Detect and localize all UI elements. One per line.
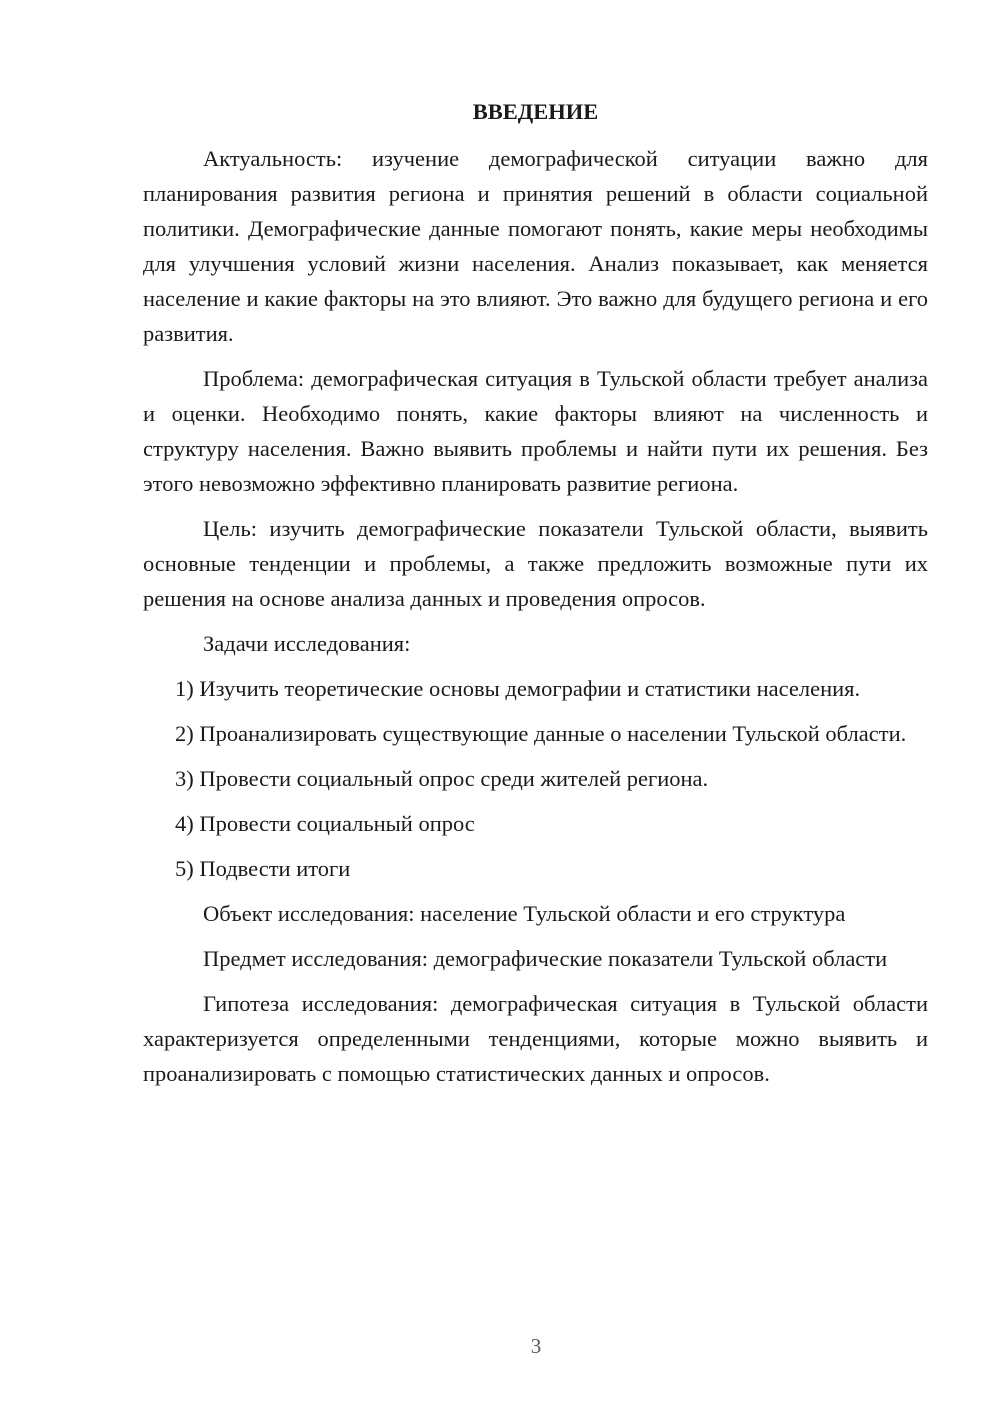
paragraph-goal: Цель: изучить демографические показатели Тульской области, выявить основные тенденции и проблемы, а также предложить возможные пути их решения на основе анализа данных и проведения опросов. [143, 516, 928, 611]
task-item-5: 5) Подвести итоги [175, 856, 351, 881]
paragraph-problem: Проблема: демографическая ситуация в Тульской области требует анализа и оценки. Необходимо понять, какие факторы влияют на численность и структуру населения. Важно выявить проблемы и найти пути их решения. Без этого невозможно эффективно планировать развитие региона. [143, 366, 928, 496]
task-item-3: 3) Провести социальный опрос среди жителей региона. [175, 766, 709, 791]
paragraph-object: Объект исследования: население Тульской области и его структура [203, 901, 846, 926]
task-item-2: 2) Проанализировать существующие данные о населении Тульской области. [175, 721, 907, 746]
paragraph-hypothesis: Гипотеза исследования: демографическая ситуация в Тульской области характеризуется определенными тенденциями, которые можно выявить и проанализировать с помощью статистических данных и опросов. [143, 991, 928, 1086]
paragraph-relevance: Актуальность: изучение демографической ситуации важно для планирования развития региона и принятия решений в области социальной политики. Демографические данные помогают понять, какие меры необходимы для улучшения условий жизни населения. Анализ показывает, как меняется население и какие факторы на это влияют. Это важно для будущего региона и его развития. [143, 146, 928, 346]
task-item-1: 1) Изучить теоретические основы демографии и статистики населения. [175, 676, 861, 701]
page-body [143, 94, 928, 1101]
page-title: ВВЕДЕНИЕ [472, 99, 599, 124]
paragraph-subject: Предмет исследования: демографические показатели Тульской области [203, 946, 888, 971]
page-number: 3 [530, 1334, 542, 1358]
task-item-4: 4) Провести социальный опрос [175, 811, 475, 836]
tasks-heading: Задачи исследования: [203, 631, 411, 656]
